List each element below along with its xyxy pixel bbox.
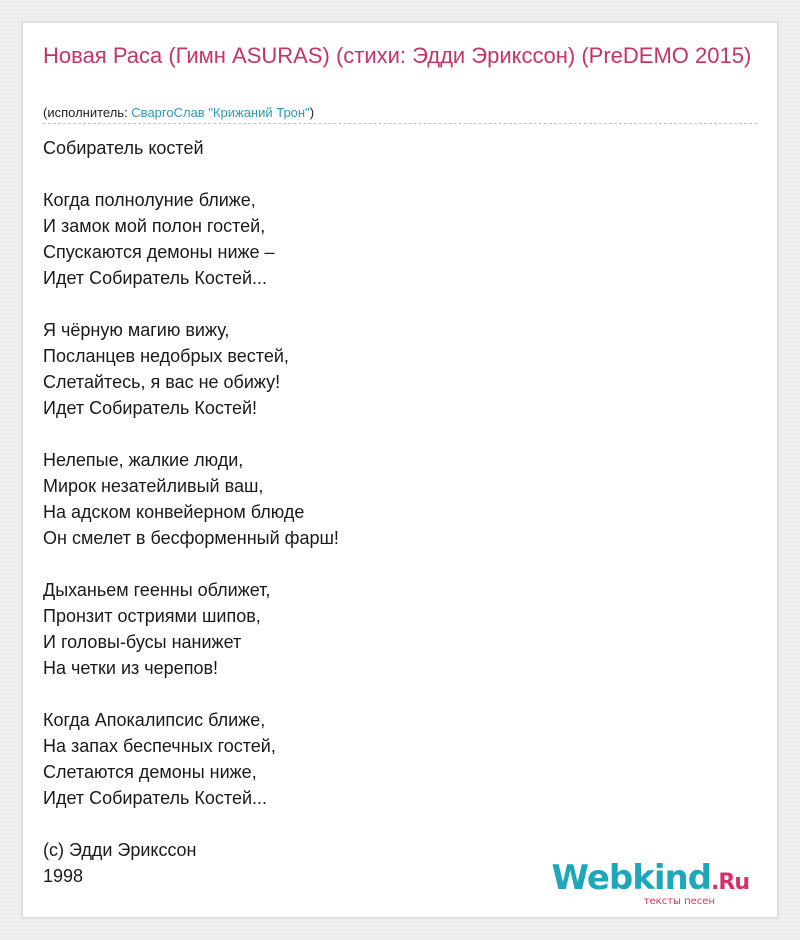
lyric-line: Когда Апокалипсис ближе, bbox=[43, 710, 266, 730]
lyric-line: Он смелет в бесформенный фарш! bbox=[43, 528, 339, 548]
lyrics-card bbox=[22, 22, 778, 918]
lyric-blank-line bbox=[43, 551, 743, 577]
lyric-line: Идет Собиратель Костей... bbox=[43, 268, 268, 288]
lyric-line: Идет Собиратель Костей... bbox=[43, 788, 268, 808]
lyric-line: Спускаются демоны ниже – bbox=[43, 242, 275, 262]
performer-prefix: (исполнитель: bbox=[43, 105, 132, 120]
lyric-blank-line bbox=[43, 161, 743, 187]
lyric-line: Слетайтесь, я вас не обижу! bbox=[43, 372, 281, 392]
lyric-line: Собиратель костей bbox=[43, 138, 204, 158]
lyric-blank-line bbox=[43, 681, 743, 707]
logo-wordmark bbox=[552, 860, 749, 901]
lyric-line: На адском конвейерном блюде bbox=[43, 502, 305, 522]
lyric-line: И головы-бусы нанижет bbox=[43, 632, 242, 652]
divider bbox=[43, 123, 757, 124]
lyric-line: 1998 bbox=[43, 866, 84, 886]
lyric-line: Идет Собиратель Костей! bbox=[43, 398, 258, 418]
lyric-line: Я чёрную магию вижу, bbox=[43, 320, 230, 340]
lyric-line: Когда полнолуние ближе, bbox=[43, 190, 256, 210]
lyric-line: И замок мой полон гостей, bbox=[43, 216, 266, 236]
lyric-line: На четки из черепов! bbox=[43, 658, 219, 678]
logo-tagline: тексты песен bbox=[643, 896, 715, 907]
lyric-line: (c) Эдди Эриксcон bbox=[43, 840, 197, 860]
lyric-blank-line bbox=[43, 811, 743, 837]
lyric-line: Пронзит остриями шипов, bbox=[43, 606, 261, 626]
lyric-line: Нелепые, жалкие люди, bbox=[43, 450, 244, 470]
lyric-blank-line bbox=[43, 291, 743, 317]
lyric-line: Посланцев недобрых вестей, bbox=[43, 346, 289, 366]
lyric-line: Слетаются демоны ниже, bbox=[43, 762, 257, 782]
song-title: Новая Раса (Гимн ASURAS) (стихи: Эдди Эриксcон) (PreDEMO 2015) bbox=[43, 43, 752, 68]
performer-suffix: ) bbox=[309, 105, 315, 120]
lyric-line: На запах беспечных гостей, bbox=[43, 736, 276, 756]
logo-tld: .Ru bbox=[711, 870, 749, 895]
performer-line bbox=[43, 104, 314, 121]
lyric-line: Мирок незатейливый ваш, bbox=[43, 476, 264, 496]
lyric-blank-line bbox=[43, 421, 743, 447]
lyric-line: Дыханьем геенны оближет, bbox=[43, 580, 271, 600]
webkind-logo[interactable] bbox=[552, 860, 749, 907]
logo-main-text: Webkind bbox=[551, 858, 712, 898]
performer-link[interactable]: СваргоСлав "Крижаний Трон" bbox=[131, 105, 310, 120]
lyrics-text bbox=[43, 135, 743, 889]
